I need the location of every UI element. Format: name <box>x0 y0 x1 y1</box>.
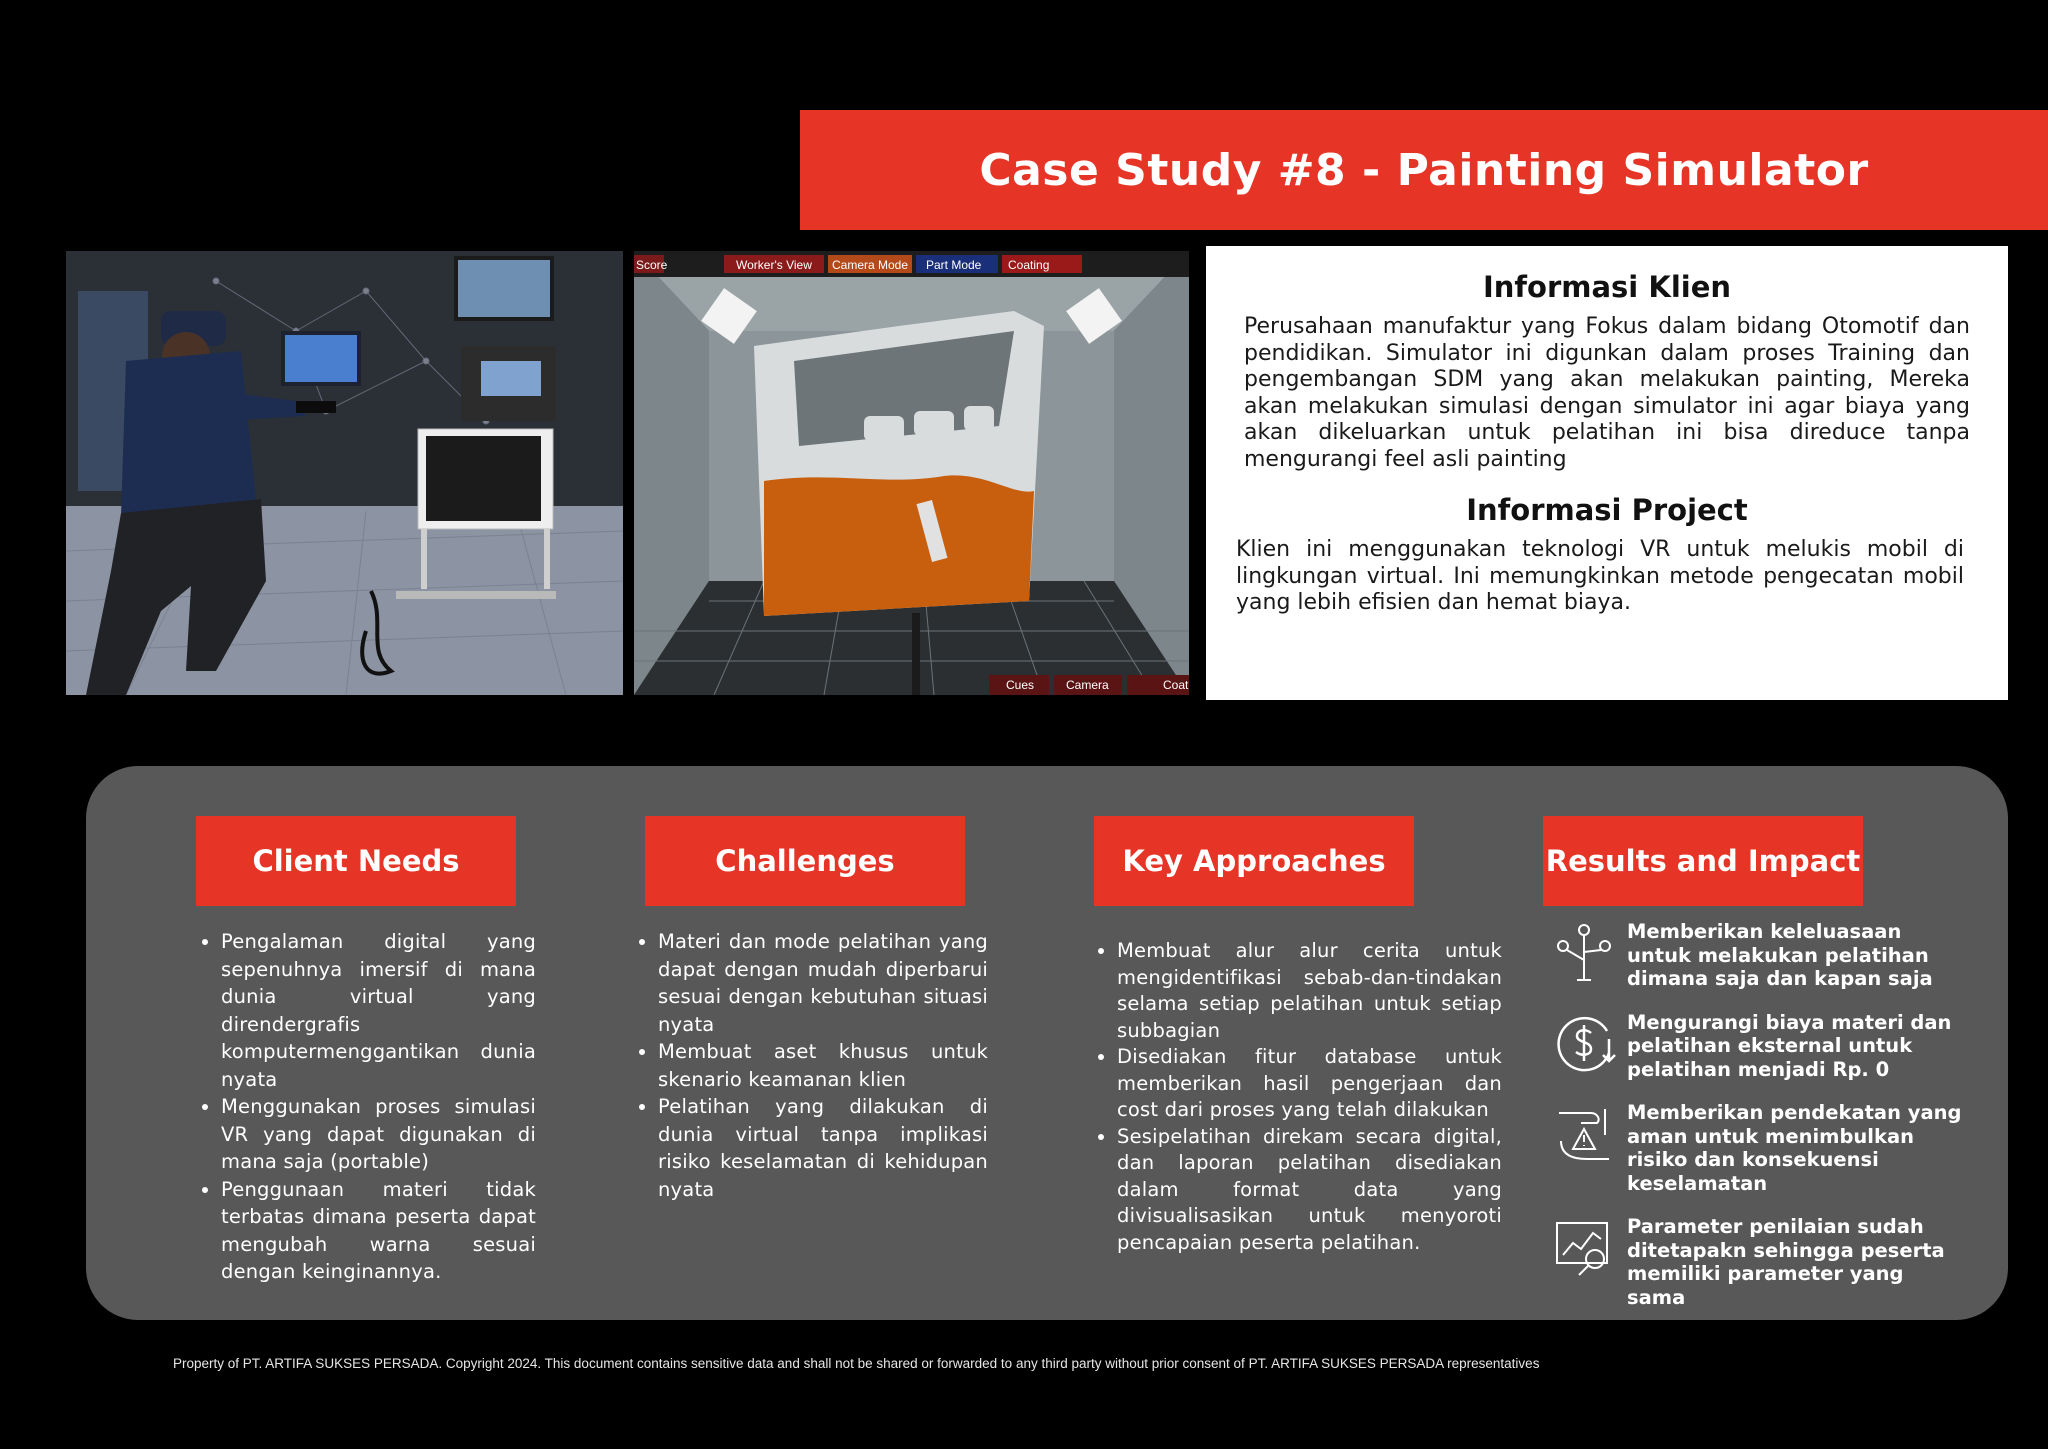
analytics-search-icon <box>1551 1215 1617 1281</box>
section-heading: Client Needs <box>196 816 516 906</box>
client-needs-section <box>196 816 536 1286</box>
list-item: • Penggunaan materi tidak terbatas dimana peserta dapat mengubah warna sesuai dengan keinginannya. <box>221 1176 536 1286</box>
result-item <box>1551 1101 1967 1195</box>
project-info-heading: Informasi Project <box>1466 493 1748 527</box>
sim-tab-workers-view: Worker's View <box>736 258 812 272</box>
list-item: • Pelatihan yang dilakukan di dunia virtual tanpa implikasi risiko keselamatan di kehidupan nyata <box>658 1093 988 1203</box>
section-heading: Results and Impact <box>1543 816 1863 906</box>
key-approaches-section <box>1094 816 1502 1256</box>
result-text: Memberikan pendekatan yang aman untuk menimbulkan risiko dan konsekuensi keselamatan <box>1627 1101 1962 1195</box>
list-item: • Menggunakan proses simulasi VR yang dapat digunakan di mana saja (portable) <box>221 1093 536 1176</box>
results-impact-section <box>1543 816 1967 1329</box>
list-item: • Membuat alur alur cerita untuk mengidentifikasi sebab-dan-tindakan selama setiap pelatihan untuk setiap subbagian <box>1117 938 1502 1044</box>
title-banner <box>800 110 2048 230</box>
sim-tab-score: Score <box>636 258 668 272</box>
section-heading: Key Approaches <box>1094 816 1414 906</box>
info-box <box>1206 246 2008 700</box>
sim-tab-coating: Coating <box>1008 258 1050 272</box>
list-item: • Sesipelatihan direkam secara digital, dan laporan pelatihan disediakan dalam format data yang divisualisasikan untuk menyoroti pencapaian peserta pelatihan. <box>1117 1124 1502 1257</box>
list-item: • Disediakan fitur database untuk memberikan hasil pengerjaan dan cost dari proses yang telah dilakukan <box>1117 1044 1502 1124</box>
strategy-icon <box>1551 920 1617 986</box>
summary-panel <box>86 766 2008 1320</box>
project-info-text: Klien ini menggunakan teknologi VR untuk melukis mobil di lingkungan virtual. Ini memungkinkan metode pengecatan mobil yang lebih efisien dan hemat biaya. <box>1236 537 1964 615</box>
copyright-footer: Property of PT. ARTIFA SUKSES PERSADA. Copyright 2024. This document contains sensitive data and shall not be shared or forwarded to any third party without prior consent of PT. ARTIFA SUKSES PERSADA representatives <box>173 1356 1540 1371</box>
dollar-down-icon <box>1551 1011 1617 1077</box>
client-info-text: Perusahaan manufaktur yang Fokus dalam bidang Otomotif dan pendidikan. Simulator ini digunkan dalam proses Training dan pengembangan SDM yang akan melakukan painting, Mereka akan melakukan simulasi dengan simulator ini agar biaya yang akan dikeluarkan untuk pelatihan ini bisa direduce tanpa mengurangi feel asli painting <box>1244 314 1970 472</box>
client-info-heading: Informasi Klien <box>1482 270 1732 304</box>
result-item <box>1551 1215 1967 1309</box>
result-item <box>1551 920 1967 991</box>
result-item <box>1551 1011 1967 1082</box>
painting-simulator-screenshot <box>634 251 1189 695</box>
vr-training-photo <box>66 251 623 695</box>
result-text: Mengurangi biaya materi dan pelatihan eksternal untuk pelatihan menjadi Rp. 0 <box>1627 1010 1952 1081</box>
section-heading: Challenges <box>645 816 965 906</box>
sim-tab-part-mode: Part Mode <box>926 258 982 272</box>
safety-hand-icon <box>1551 1101 1617 1167</box>
sim-tab-camera-mode: Camera Mode <box>832 258 909 272</box>
sim-tab-coat: Coat <box>1163 678 1189 692</box>
result-text: Memberikan keleluasaan untuk melakukan pelatihan dimana saja dan kapan saja <box>1627 920 1933 990</box>
list-item: • Materi dan mode pelatihan yang dapat dengan mudah diperbarui sesuai dengan kebutuhan situasi nyata <box>658 928 988 1038</box>
challenges-section <box>645 816 988 1203</box>
page-title: Case Study #8 - Painting Simulator <box>979 144 1869 196</box>
list-item: • Membuat aset khusus untuk skenario keamanan klien <box>658 1038 988 1093</box>
sim-tab-camera: Camera <box>1066 678 1109 692</box>
sim-tab-cues: Cues <box>1006 678 1035 692</box>
list-item: • Pengalaman digital yang sepenuhnya imersif di mana dunia virtual yang direndergrafis komputermenggantikan dunia nyata <box>221 928 536 1093</box>
result-text: Parameter penilaian sudah ditetapakn sehingga peserta memiliki parameter yang sama <box>1627 1215 1945 1309</box>
